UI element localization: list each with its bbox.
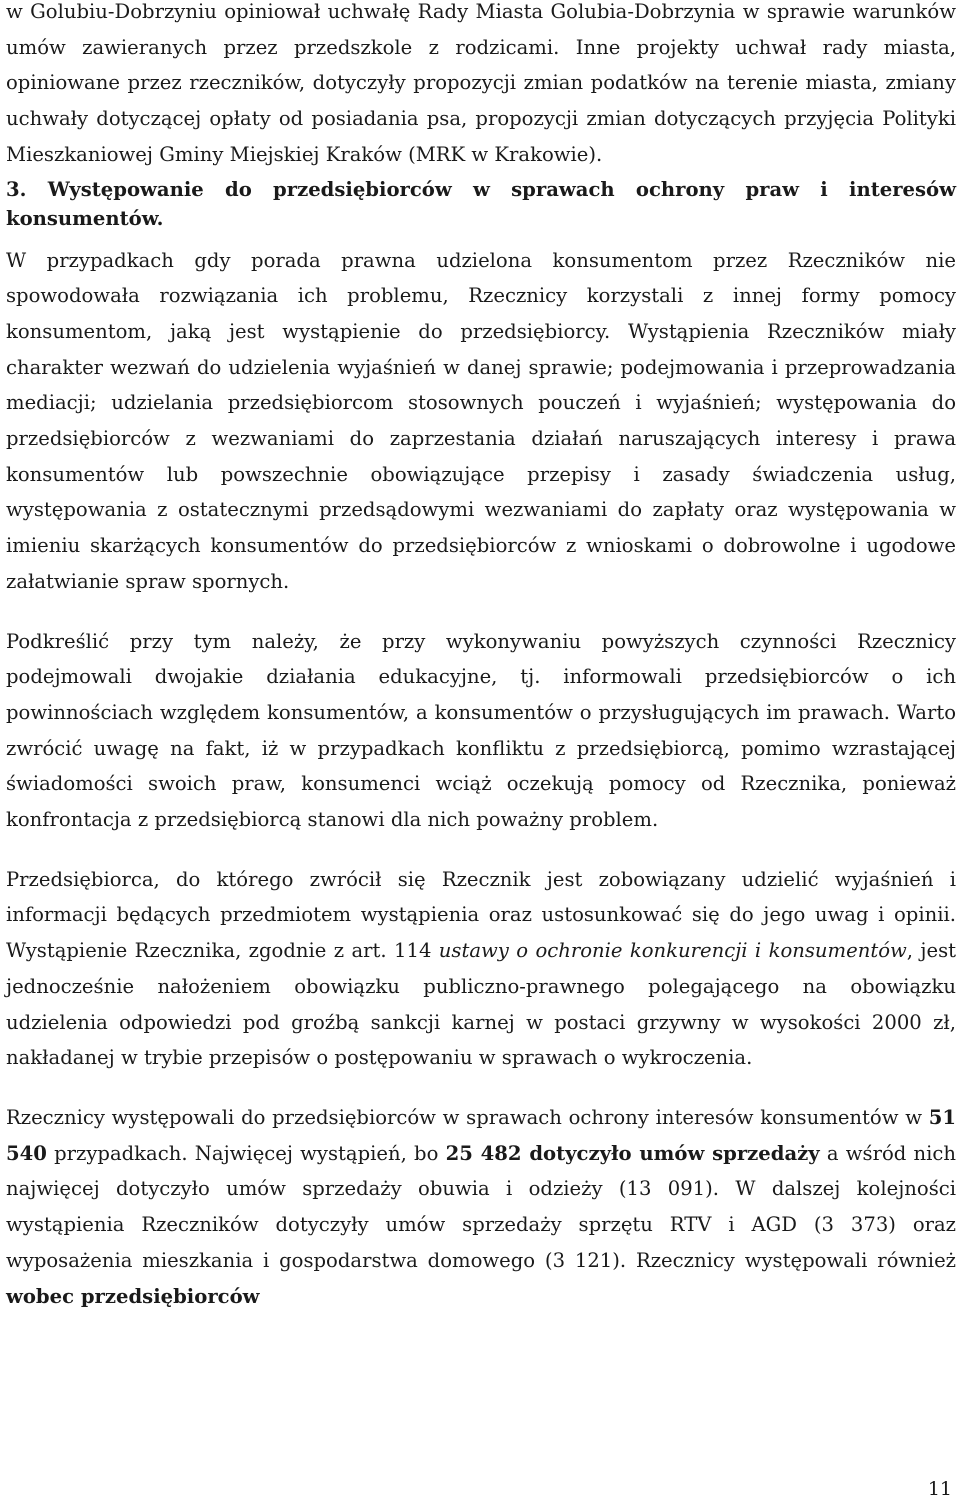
paragraph-consumer-interventions: W przypadkach gdy porada prawna udzielona konsumentom przez Rzeczników nie spowodowała rozwiązania ich problemu, Rzecznicy korzystali z innej formy pomocy konsumentom, jaką jest wystąpienie do przedsiębiorcy. Wystąpienia Rzeczników miały charakter wezwań do udzielenia wyjaśnień w danej sprawie; podejmowania i przeprowadzania mediacji; udzielania przedsiębiorcom stosownych pouczeń i wyjaśnień; występowania do przedsiębiorców z wezwaniami do zaprzestania działań naruszających interesy i prawa konsumentów lub powszechnie obowiązujące przepisy i zasady świadczenia usług, występowania z ostatecznymi przedsądowymi wezwaniami do zapłaty oraz występowania w imieniu skarżących konsumentów do przedsiębiorców z wnioskami o dobrowolne i ugodowe załatwianie spraw spornych. xyxy=(6,248,956,593)
paragraph-entrepreneur-obligation xyxy=(6,862,956,1076)
spacer xyxy=(6,233,956,243)
highlight-entrepreneurs: wobec przedsiębiorców xyxy=(6,1284,260,1308)
text-run: , jest jednocześnie nałożeniem obowiązku publiczno-prawnego polegającego na obowiązku udzielenia odpowiedzi pod groźbą sankcji karnej w postaci grzywny w wysokości 2000 zł, nakładanej w trybie przepisów o postępowaniu w sprawach o wykroczenia. xyxy=(6,939,956,1070)
paragraph-continuation: w Golubiu-Dobrzyniu opiniował uchwałę Rady Miasta Golubia-Dobrzynia w sprawie warunków umów zawieranych przez przedszkole z rodzicami. Inne projekty uchwał rady miasta, opiniowane przez rzeczników, dotyczyły propozycji zmian podatków na terenie miasta, zmiany uchwały dotyczącej opłaty od posiadania psa, propozycji zmian dotyczących przyjęcia Polityki Mieszkaniowej Gminy Miejskiej Kraków (MRK w Krakowie). xyxy=(6,0,956,166)
text-run: Przedsiębiorca, do którego zwrócił się Rzecznik jest zobowiązany udzielić wyjaśnień i informacji będących przedmiotem wystąpienia oraz ustosunkować się do jego uwag i opinii. Wystąpienie Rzecznika, zgodnie z art. 114 xyxy=(6,867,956,963)
spacer xyxy=(6,838,956,862)
highlight-total-cases: 51 540 xyxy=(6,1105,956,1165)
text-run: przypadkach. Najwięcej wystąpień, bo xyxy=(46,1141,446,1165)
paragraph-educational-actions: Podkreślić przy tym należy, że przy wykonywaniu powyższych czynności Rzecznicy podejmowali dwojakie działania edukacyjne, tj. informowali przedsiębiorców o ich powinnościach względem konsumentów, a konsumentów o przysługujących im prawach. Warto zwrócić uwagę na fakt, iż w przypadkach konfliktu z przedsiębiorcą, pomimo wzrastającej świadomości swoich praw, konsumenci wciąż oczekują pomocy od Rzecznika, ponieważ konfrontacja z przedsiębiorcą stanowi dla nich poważny problem. xyxy=(6,629,956,832)
document-page xyxy=(6,0,956,1314)
spacer xyxy=(6,600,956,624)
paragraph-statistics xyxy=(6,1100,956,1314)
spacer xyxy=(6,1076,956,1100)
act-title: ustawy o ochronie konkurencji i konsumentów xyxy=(438,939,907,963)
highlight-sales-contracts: 25 482 dotyczyło umów sprzedaży xyxy=(445,1141,820,1165)
text-run: Rzecznicy występowali do przedsiębiorców w sprawach ochrony interesów konsumentów w xyxy=(6,1105,929,1129)
text-run: a wśród nich najwięcej dotyczyło umów sprzedaży obuwia i odzieży (13 091). W dalszej kolejności wystąpienia Rzeczników dotyczyły umów sprzedaży sprzętu RTV i AGD (3 373) oraz wyposażenia mieszkania i gospodarstwa domowego (3 121). Rzecznicy występowali również xyxy=(6,1141,956,1272)
page-number: 11 xyxy=(927,1478,952,1500)
section-heading-3: 3. Występowanie do przedsiębiorców w sprawach ochrony praw i interesów konsumentów. xyxy=(6,177,956,230)
